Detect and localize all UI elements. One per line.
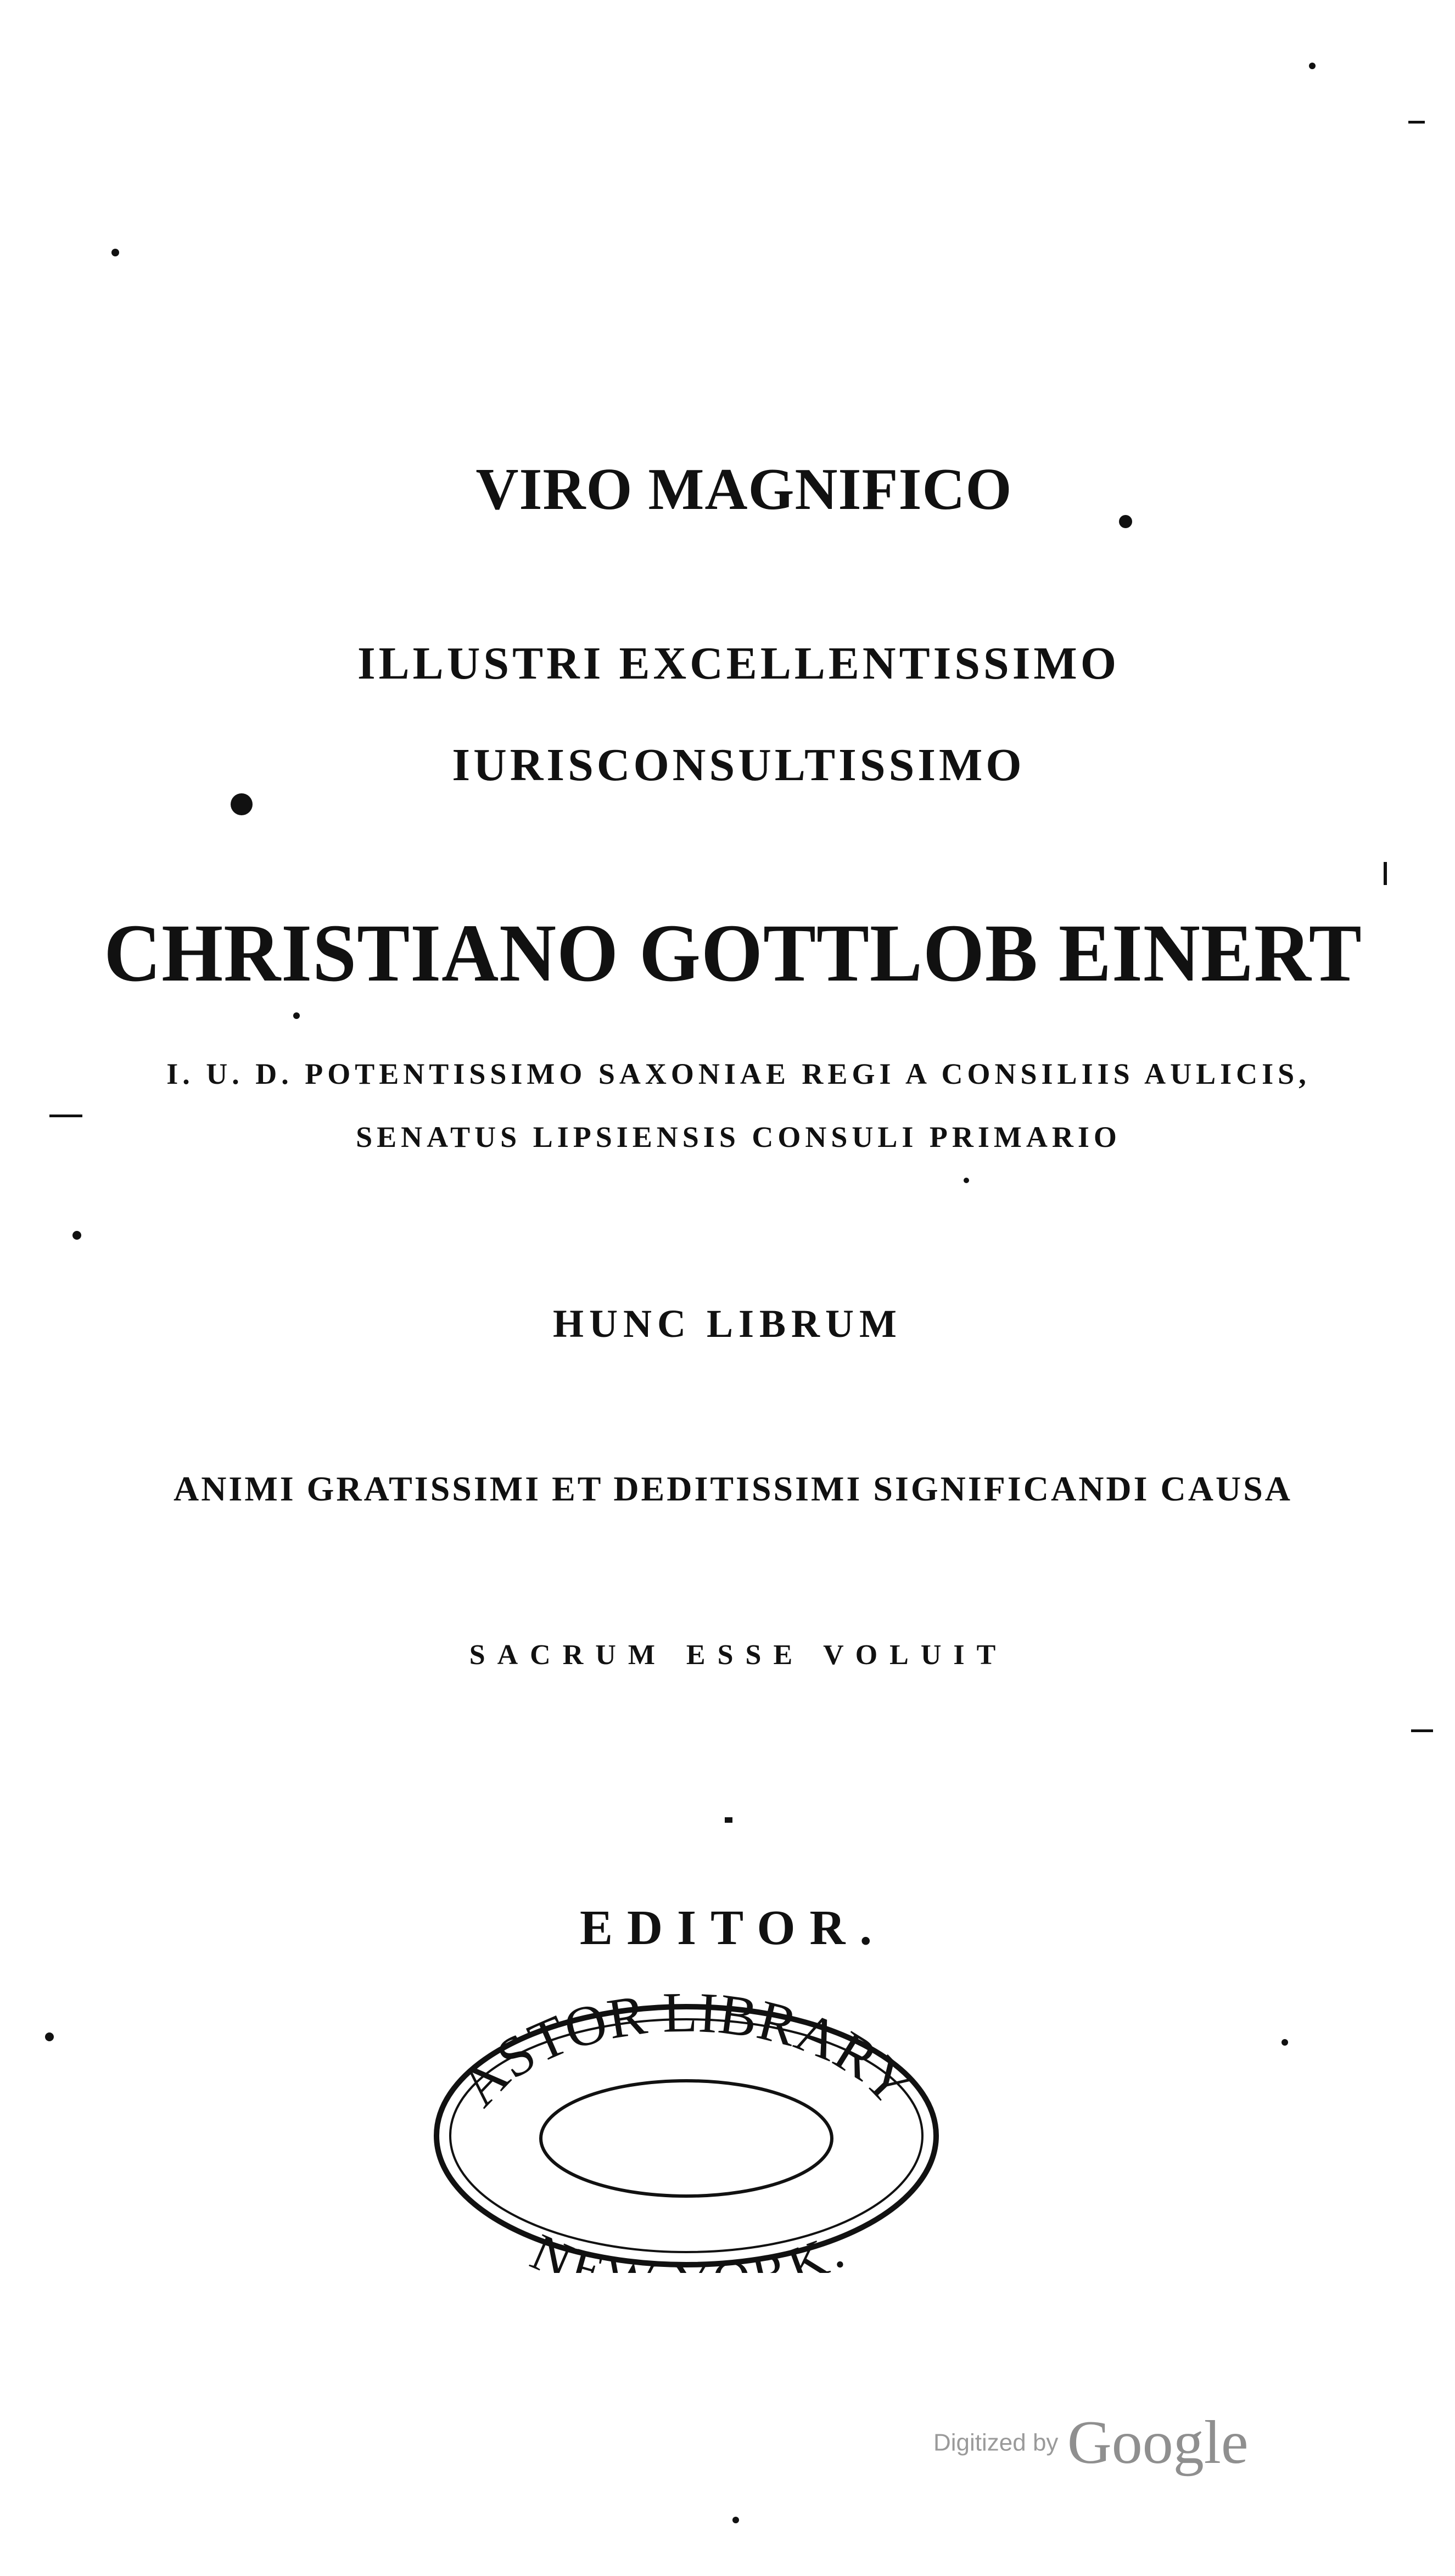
stamp-bottom-text: NE RK. [523, 2221, 852, 2273]
dedication-line-senatus: SENATUS LIPSIENSIS CONSULI PRIMARIO [356, 1121, 1121, 1153]
dedicatee-name: CHRISTIANO GOTTLOB EINERT [104, 908, 1362, 999]
dedication-line-titles: I. U. D. POTENTISSIMO SAXONIAE REGI A CONSILIIS AULICIS, [166, 1057, 1311, 1090]
library-stamp [423, 1987, 950, 2273]
editor-signature: EDITOR. [580, 1901, 886, 1955]
dedication-line-iurisconsultissimo: IURISCONSULTISSIMO [452, 740, 1025, 791]
dedication-line-viro-magnifico: VIRO MAGNIFICO [475, 457, 1012, 522]
stamp-top-text: ASTOR LIBRARY [447, 1987, 926, 2119]
dedication-line-sacrum: SACRUM ESSE VOLUIT [469, 1639, 1008, 1671]
dedication-line-animi: ANIMI GRATISSIMI ET DEDITISSIMI SIGNIFICANDI CAUSA [173, 1469, 1293, 1508]
dedication-line-hunc-librum: HUNC LIBRUM [552, 1302, 902, 1346]
google-logo: Google [1067, 2409, 1249, 2477]
watermark-prefix: Digitized by [933, 2429, 1059, 2456]
dedication-line-illustri: ILLUSTRI EXCELLENTISSIMO [357, 638, 1120, 689]
google-digitized-watermark [933, 2407, 1249, 2478]
stamp-oval [423, 1987, 950, 2273]
